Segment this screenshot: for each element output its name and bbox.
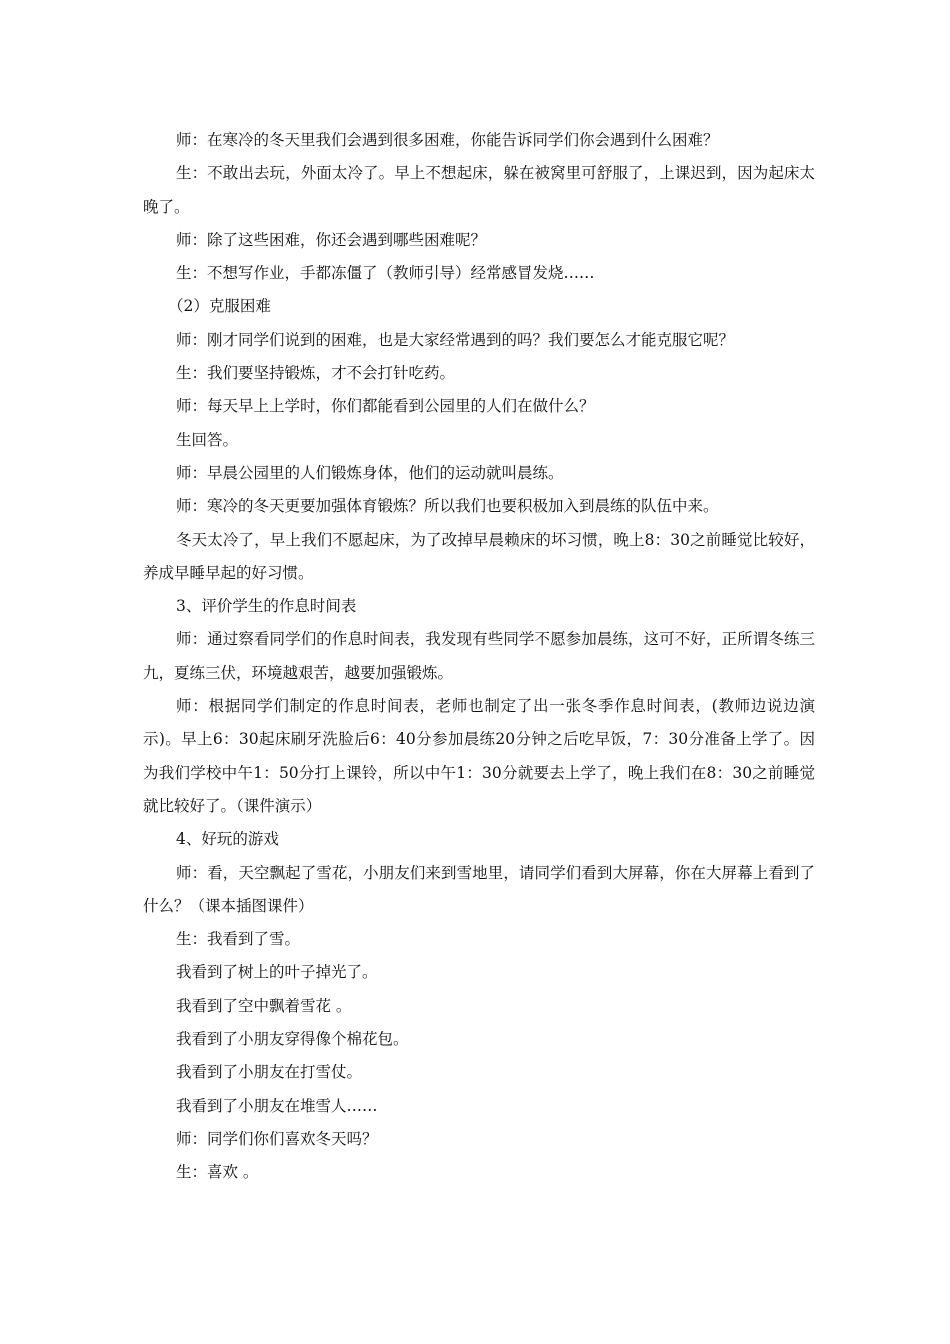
body-paragraph: 冬天太冷了，早上我们不愿起床，为了改掉早晨赖床的坏习惯，晚上8：30之前睡觉比较好，养成早睡早起的好习惯。	[143, 530, 815, 582]
dialogue-line: 师：寒冷的冬天更要加强体育锻炼？所以我们也要积极加入到晨练的队伍中来。	[176, 497, 719, 516]
document-body	[143, 124, 815, 1190]
dialogue-line: 师：早晨公园里的人们锻炼身体，他们的运动就叫晨练。	[176, 463, 564, 482]
dialogue-line: 我看到了小朋友穿得像个棉花包。	[176, 1030, 409, 1049]
dialogue-line: 我看到了树上的叶子掉光了。	[176, 963, 378, 982]
dialogue-line: 师：同学们你们喜欢冬天吗？	[176, 1129, 378, 1148]
dialogue-line: 师：在寒冷的冬天里我们会遇到很多困难，你能告诉同学们你会遇到什么困难？	[176, 131, 719, 149]
dialogue-line: 师：每天早上上学时，你们都能看到公园里的人们在做什么？	[176, 397, 595, 416]
dialogue-line: 我看到了空中飘着雪花 。	[176, 996, 352, 1015]
dialogue-line: 师：刚才同学们说到的困难，也是大家经常遇到的吗？我们要怎么才能克服它呢？	[176, 330, 735, 349]
dialogue-line: 生：我看到了雪。	[176, 930, 301, 949]
section-heading: （2）克服困难	[168, 297, 271, 316]
dialogue-line: 我看到了小朋友在打雪仗。	[176, 1063, 363, 1082]
section-heading: 3、评价学生的作息时间表	[176, 597, 357, 616]
dialogue-line: 师：除了这些困难，你还会遇到哪些困难呢？	[176, 230, 487, 249]
section-heading: 4、好玩的游戏	[176, 830, 279, 849]
dialogue-line: 师：通过察看同学们的作息时间表，我发现有些同学不愿参加晨练，这可不好，正所谓冬练三九，夏练三伏，环境越艰苦，越要加强锻炼。	[143, 630, 815, 682]
dialogue-line: 师：看，天空飘起了雪花，小朋友们来到雪地里，请同学们看到大屏幕，你在大屏幕上看到了什么？（课本插图课件）	[143, 863, 815, 915]
dialogue-line: 生回答。	[176, 430, 239, 449]
dialogue-line: 生：喜欢 。	[176, 1163, 259, 1182]
dialogue-line: 师：根据同学们制定的作息时间表，老师也制定了出一张冬季作息时间表，(教师边说边演示)。早上6：30起床刷牙洗脸后6：40分参加晨练20分钟之后吃早饭，7：30分准备上学了。因为我们学校中午1：50分打上课铃，所以中午1：30分就要去上学了，晚上我们在8：30之前睡觉就比较好了。（课件演示）	[143, 697, 815, 815]
dialogue-line: 我看到了小朋友在堆雪人……	[176, 1096, 378, 1115]
dialogue-line: 生：不敢出去玩，外面太冷了。早上不想起床，躲在被窝里可舒服了，上课迟到，因为起床太晚了。	[143, 164, 815, 216]
dialogue-line: 生：不想写作业，手都冻僵了（教师引导）经常感冒发烧……	[176, 264, 595, 283]
dialogue-line: 生：我们要坚持锻炼，才不会打针吃药。	[176, 364, 456, 383]
